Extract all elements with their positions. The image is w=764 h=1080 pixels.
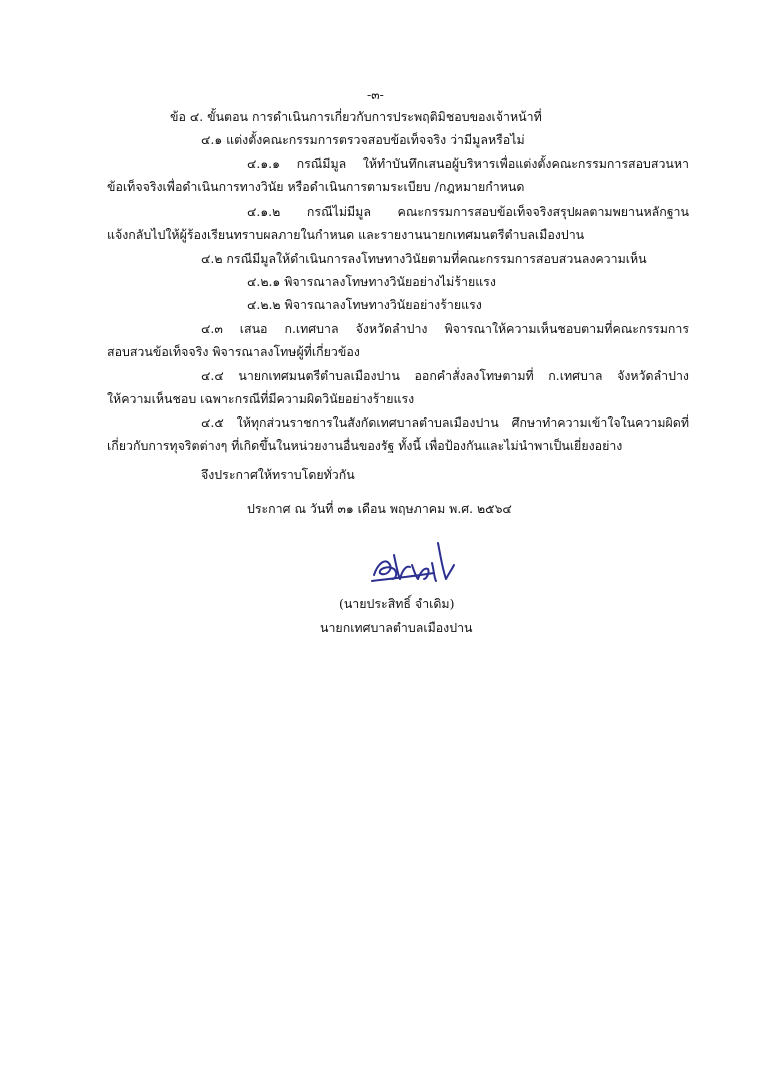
signer-position: นายกเทศบาลตำบลเมืองปาน: [320, 620, 473, 635]
item-4-1-1-line1: ๔.๑.๑ กรณีมีมูล ให้ทำบันทึกเสนอผู้บริหารเพื่อแต่งตั้งคณะกรรมการสอบสวนหา: [247, 156, 689, 171]
section-heading: ข้อ ๔. ขั้นตอน การดำเนินการเกี่ยวกับการประพฤติมิชอบของเจ้าหน้าที่: [170, 109, 542, 124]
item-4-4-line1: ๔.๔ นายกเทศมนตรีตำบลเมืองปาน ออกคำสั่งลงโทษตามที่ ก.เทศบาล จังหวัดลำปาง: [201, 368, 689, 383]
announcement-date: ประกาศ ณ วันที่ ๓๑ เดือน พฤษภาคม พ.ศ. ๒๕๖๔: [247, 501, 512, 516]
item-4-2: ๔.๒ กรณีมีมูลให้ดำเนินการลงโทษทางวินัยตามที่คณะกรรมการสอบสวนลงความเห็น: [201, 251, 647, 266]
item-4-5-line1: ๔.๕ ให้ทุกส่วนราชการในสังกัดเทศบาลตำบลเมืองปาน ศึกษาทำความเข้าใจในความผิดที่: [201, 415, 689, 430]
signature-stroke: [374, 561, 396, 579]
signature-stroke: [432, 543, 454, 581]
item-4-1-2-line1: ๔.๑.๒ กรณีไม่มีมูล คณะกรรมการสอบข้อเท็จจริงสรุปผลตามพยานหลักฐาน: [247, 204, 689, 219]
signature-image: [368, 535, 458, 587]
item-4-2-2: ๔.๒.๒ พิจารณาลงโทษทางวินัยอย่างร้ายแรง: [247, 297, 482, 312]
signature-stroke: [412, 565, 429, 579]
closing-statement: จึงประกาศให้ทราบโดยทั่วกัน: [201, 467, 355, 482]
item-4-4-line2: ให้ความเห็นชอบ เฉพาะกรณีที่มีความผิดวินัยอย่างร้ายแรง: [107, 391, 415, 406]
item-4-1-1-line2: ข้อเท็จจริงเพื่อดำเนินการทางวินัย หรือดำเนินการตามระเบียบ /กฎหมายกำหนด: [107, 179, 525, 194]
item-4-3-line1: ๔.๓ เสนอ ก.เทศบาล จังหวัดลำปาง พิจารณาให้ความเห็นชอบตามที่คณะกรรมการ: [201, 321, 689, 336]
item-4-3-line2: สอบสวนข้อเท็จจริง พิจารณาลงโทษผู้ที่เกี่ยวข้อง: [107, 344, 360, 359]
item-4-5-line2: เกี่ยวกับการทุจริตต่างๆ ที่เกิดขึ้นในหน่วยงานอื่นของรัฐ ทั้งนี้ เพื่อป้องกันและไม่นำพาเป็นเยี่ยงอย่าง: [107, 438, 623, 453]
item-4-1: ๔.๑ แต่งตั้งคณะกรรมการตรวจสอบข้อเท็จจริง ว่ามีมูลหรือไม่: [201, 132, 525, 147]
page-number: -๓-: [367, 87, 384, 102]
signer-name: (นายประสิทธิ์ จำเดิม): [339, 596, 455, 611]
item-4-1-2-line2: แจ้งกลับไปให้ผู้ร้องเรียนทราบผลภายในกำหนด และรายงานนายกเทศมนตรีตำบลเมืองปาน: [107, 227, 585, 242]
item-4-2-1: ๔.๒.๑ พิจารณาลงโทษทางวินัยอย่างไม่ร้ายแรง: [247, 274, 496, 289]
